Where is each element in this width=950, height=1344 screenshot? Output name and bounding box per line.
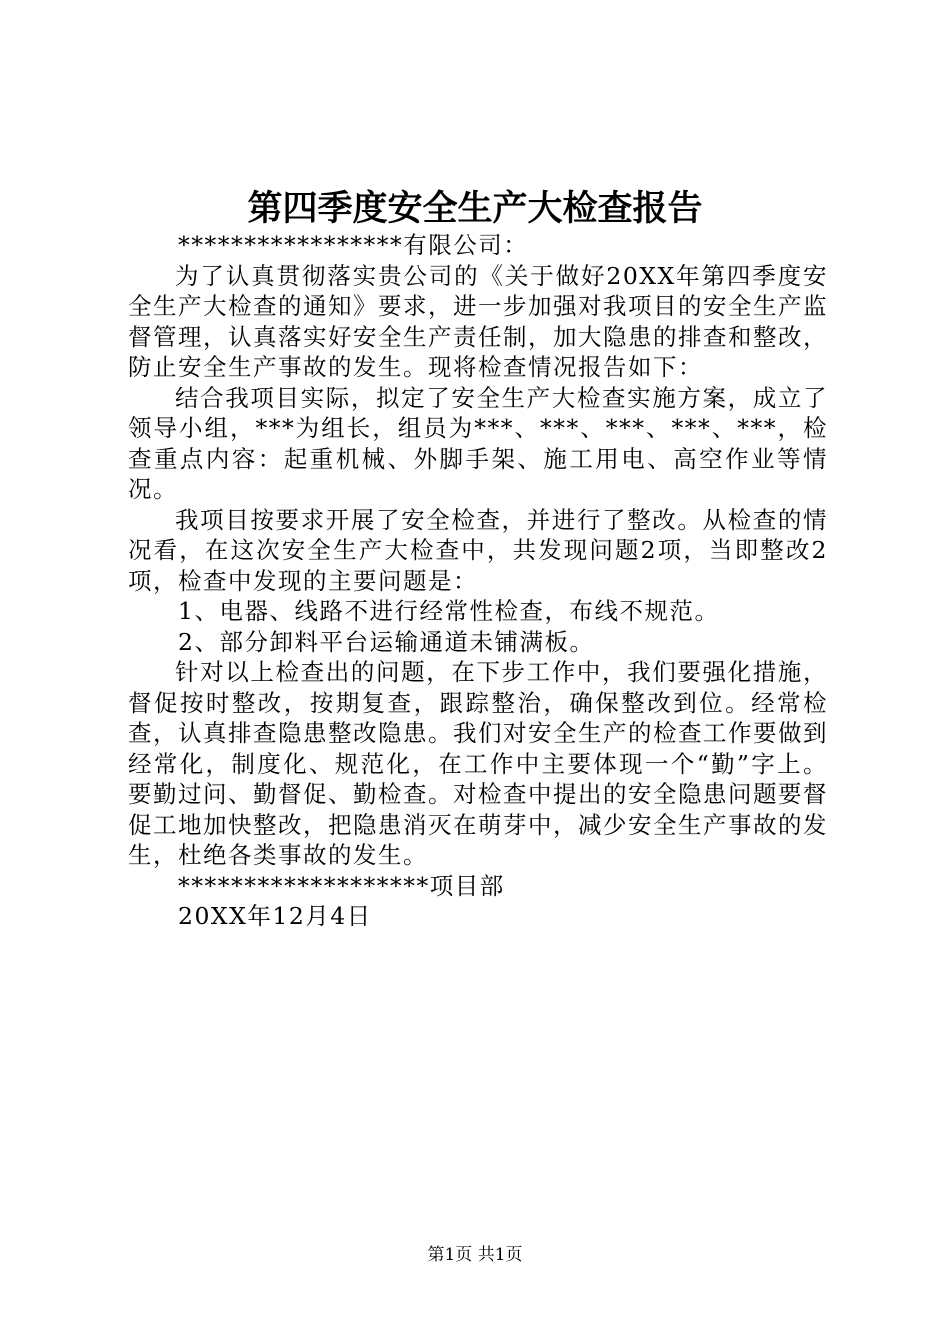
signature: *******************项目部 <box>178 871 505 900</box>
salutation: *****************有限公司： <box>178 231 529 259</box>
paragraph-findings: 我项目按要求开展了安全检查，并进行了整改。从检查的情况看，在这次安全生产大检查中，共发现问题2项，当即整改2项，检查中发现的主要问题是： <box>128 505 828 595</box>
paragraph-measures: 针对以上检查出的问题，在下步工作中，我们要强化措施，督促按时整改，按期复查，跟踪整治，确保整改到位。经常检查，认真排查隐患整改隐患。我们对安全生产的检查工作要做到经常化，制度化、规范化，在工作中主要体现一个“勤”字上。要勤过问、勤督促、勤检查。对检查中提出的安全隐患问题要督促工地加快整改，把隐患消灭在萌芽中，减少安全生产事故的发生，杜绝各类事故的发生。 <box>128 658 828 869</box>
report-date: 20XX年12月4日 <box>178 902 372 930</box>
document-title: 第四季度安全生产大检查报告 <box>247 188 703 229</box>
issue-item: 2、部分卸料平台运输通道未铺满板。 <box>178 627 595 656</box>
page-number: 第1页 共1页 <box>427 1245 523 1265</box>
paragraph-plan: 结合我项目实际，拟定了安全生产大检查实施方案，成立了领导小组，***为组长，组员为***、***、***、***、***，检查重点内容：起重机械、外脚手架、施工用电、高空作业等情况。 <box>128 383 828 503</box>
document-body <box>128 230 828 932</box>
paragraph-intro: 为了认真贯彻落实贵公司的《关于做好20XX年第四季度安全生产大检查的通知》要求，进一步加强对我项目的安全生产监督管理，认真落实好安全生产责任制，加大隐患的排查和整改，防止安全生产事故的发生。现将检查情况报告如下： <box>128 261 828 381</box>
issue-item: 1、电器、线路不进行经常性检查，布线不规范。 <box>178 597 720 625</box>
